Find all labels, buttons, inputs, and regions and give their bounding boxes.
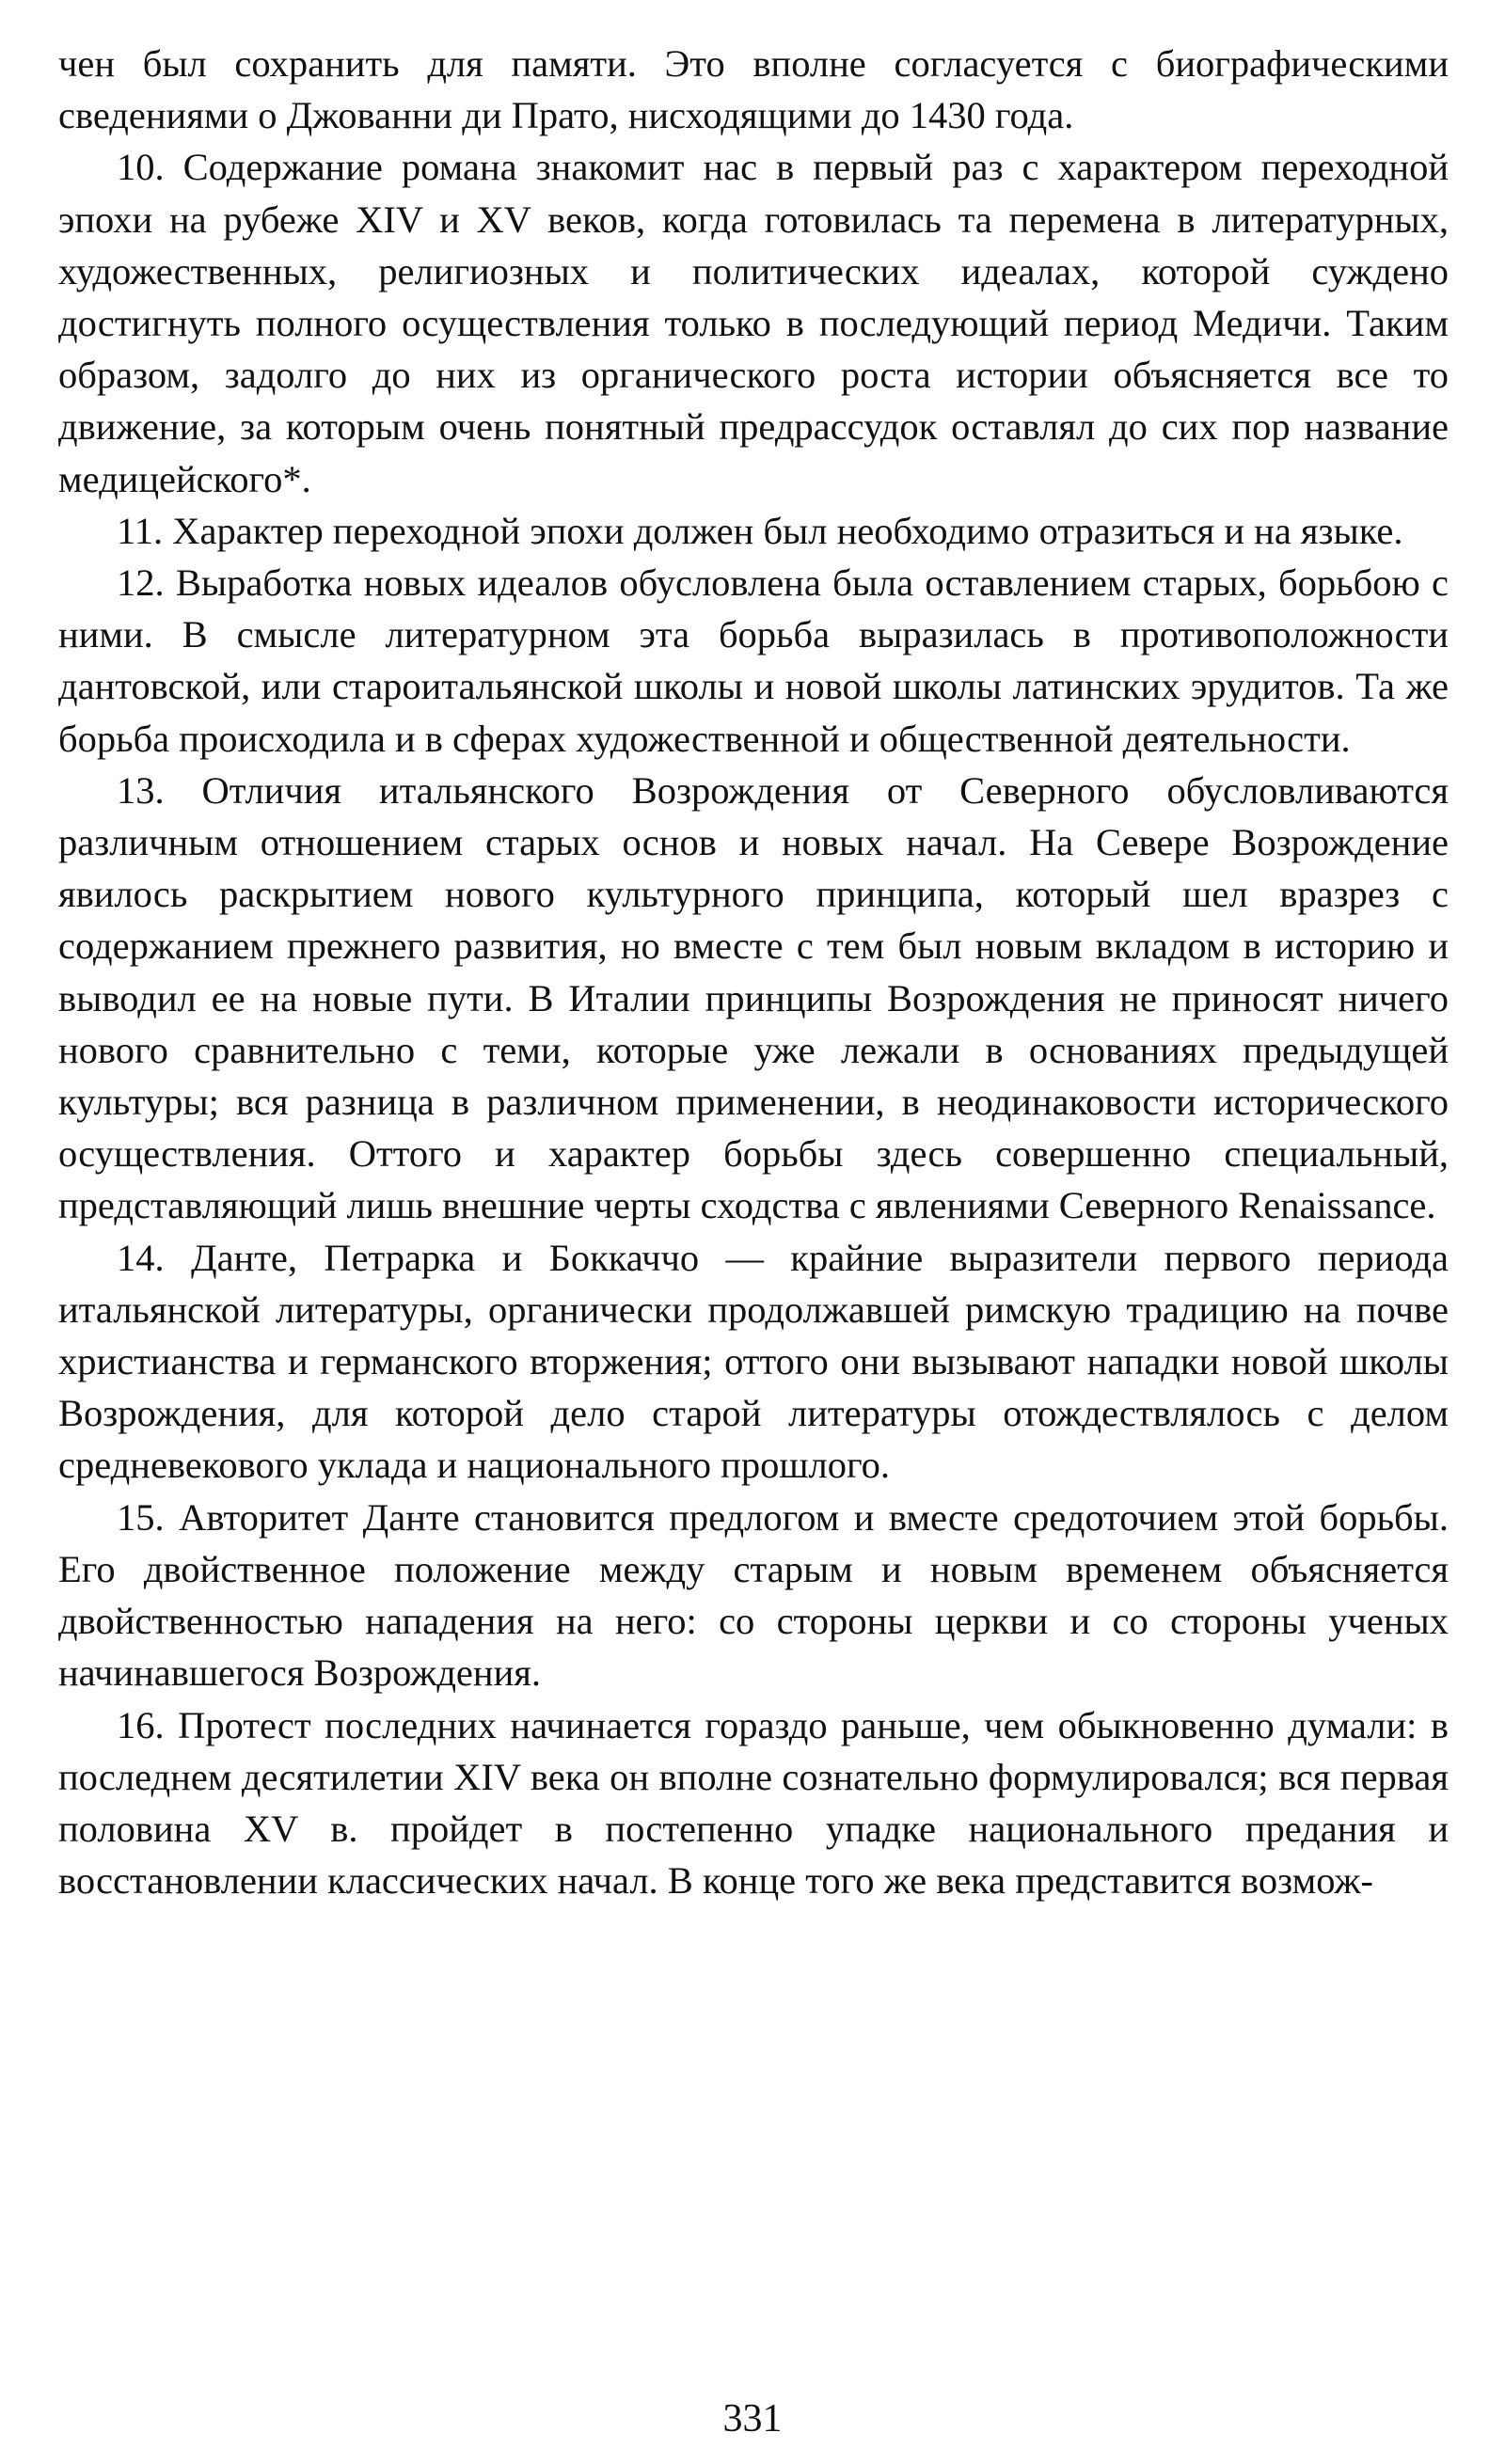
page-body [58,38,1449,2445]
paragraph-16: 16. Протест последних начинается гораздо раньше, чем обыкновенно думали: в последнем десятилетии XIV века он вполне сознательно формулировался; вся первая половина XV в. пройдет в постепенно упадке национального предания и восстановлении классических начал. В конце того же века представится возмож- [58,1703,1449,1903]
paragraph-10: 10. Содержание романа знакомит нас в первый раз с характером переходной эпохи на рубеже XIV и XV веков, когда готовилась та перемена в литературных, художественных, религиозных и политических идеалах, которой суждено достигнуть полного осуществления только в последующий период Медичи. Таким образом, задолго до них из органического роста истории объясняется все то движение, за которым очень понятный предрассудок оставлял до сих пор название медицейского*. [58,146,1449,500]
paragraph-continuation: чен был сохранить для памяти. Это вполне согласуется с биографическими сведениями о Джованни ди Прато, нисходящими до 1430 года. [58,42,1449,137]
paragraph-14: 14. Данте, Петрарка и Боккаччо — крайние выразители первого периода итальянской литературы, органически продолжавшей римскую традицию на почве христианства и германского вторжения; оттого они вызывают нападки новой школы Возрождения, для которой дело старой литературы отождествлялось с делом средневекового уклада и национального прошлого. [58,1236,1449,1487]
page-number: 331 [722,2397,783,2440]
paragraph-12: 12. Выработка новых идеалов обусловлена была оставлением старых, борьбою с ними. В смысле литературном эта борьба выразилась в противоположности дантовской, или староитальянской школы и новой школы латинских эрудитов. Та же борьба происходила и в сферах художественной и общественной деятельности. [58,561,1449,760]
paragraph-15: 15. Авторитет Данте становится предлогом и вместе средоточием этой борьбы. Его двойственное положение между старым и новым временем объясняется двойственностью нападения на него: со стороны церкви и со стороны ученых начинавшегося Возрождения. [58,1495,1449,1695]
paragraph-13: 13. Отличия итальянского Возрождения от Северного обусловливаются различным отношением старых основ и новых начал. На Севере Возрождение явилось раскрытием нового культурного принципа, который шел вразрез с содержанием прежнего развития, но вместе с тем был новым вкладом в историю и выводил ее на новые пути. В Италии принципы Возрождения не приносят ничего нового сравнительно с теми, которые уже лежали в основаниях предыдущей культуры; вся разница в различном применении, в неодинаковости исторического осуществления. Оттого и характер борьбы здесь совершенно специальный, представляющий лишь внешние черты сходства с явлениями Северного Renaissance. [58,768,1449,1227]
paragraph-11: 11. Характер переходной эпохи должен был необходимо отразиться и на языке. [117,509,1403,552]
